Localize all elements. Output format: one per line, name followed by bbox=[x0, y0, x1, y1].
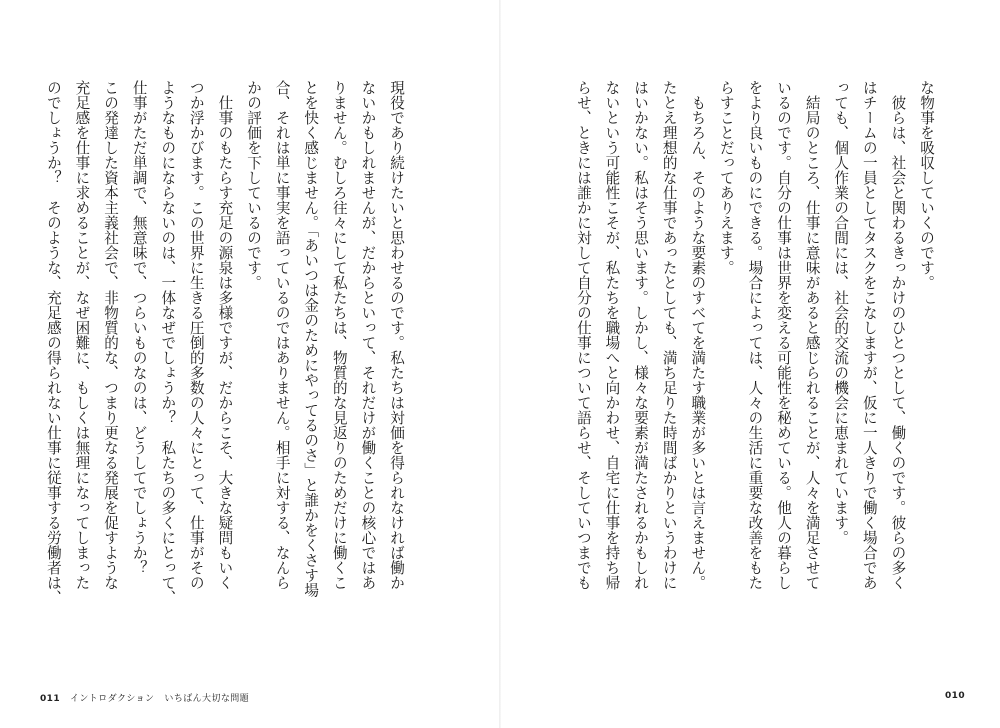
text-line: 結局のところ、仕事に意味があると感じられることが、人々を満足させて bbox=[803, 80, 821, 590]
text-line: ようなものにならないのは、一体なぜでしょうか？ 私たちの多くにとって、 bbox=[159, 80, 177, 605]
running-head-section: イントロダクション bbox=[70, 694, 155, 704]
text-line: 彼らは、社会と関わるきっかけのひとつとして、働くのです。彼らの多く bbox=[889, 80, 907, 590]
running-head-chapter: いちばん大切な問題 bbox=[164, 694, 250, 704]
text-line: はチームの一員としてタスクをこなしますが、仮に一人きりで働く場合であ bbox=[860, 80, 878, 590]
text-line: つか浮かびます。この世界に生きる圧倒的多数の人々にとって、仕事がその bbox=[187, 80, 205, 590]
text-line: らせ、ときには誰かに対して自分の仕事について語らせ、そしていつまでも bbox=[574, 80, 592, 590]
text-line: をより良いものにできる。場合によっては、人々の生活に重要な改善をもた bbox=[746, 80, 764, 590]
left-page-body-text bbox=[44, 80, 410, 605]
page-number: 010 bbox=[945, 691, 965, 701]
page-number: 011 bbox=[40, 694, 60, 704]
text-line: 仕事がただ単調で、無意味で、つらいものなのは、どうしてでしょうか？ bbox=[130, 80, 148, 575]
text-line: らすことだってありえます。 bbox=[717, 80, 735, 275]
text-line: いるのです。自分の仕事は世界を変える可能性を秘めている。他人の暮らし bbox=[775, 80, 793, 590]
text-line: もちろん、そのような要素のすべてを満たす職業が多いとは言えません。 bbox=[689, 80, 707, 590]
text-line: ないかもしれませんが、だからといって、それだけが働くことの核心ではあ bbox=[359, 80, 377, 590]
text-line: はいかない。私はそう思います。しかし、様々な要素が満たされるかもしれ bbox=[632, 80, 650, 590]
text-line: な物事を吸収していくのです。 bbox=[918, 80, 935, 290]
text-line: 現役であり続けたいと思わせるのです。私たちは対価を得られなければ働か bbox=[388, 80, 405, 590]
text-line: とを快く感じません。「あいつは金のためにやってるのさ」と誰かをくさす場 bbox=[302, 80, 320, 598]
right-page-footer bbox=[945, 691, 975, 701]
text-line: っても、個人作業の合間には、社会的交流の機会に恵まれています。 bbox=[832, 80, 850, 545]
text-line: のでしょうか？ そのような、充足感の得られない仕事に従事する労働者は、 bbox=[44, 80, 62, 605]
text-line: たとえ理想的な仕事であったとしても、満ち足りた時間ばかりというわけに bbox=[660, 80, 678, 590]
left-page-footer bbox=[40, 691, 249, 704]
right-page-body-text bbox=[574, 80, 940, 600]
text-line: 仕事のもたらす充足の源泉は多様ですが、だからこそ、大きな疑問もいく bbox=[216, 80, 234, 590]
right-page bbox=[500, 0, 1000, 728]
text-line: ないという可能性こそが、私たちを職場へと向かわせ、自宅に仕事を持ち帰 bbox=[603, 80, 621, 590]
text-line: かの評価を下しているのです。 bbox=[245, 80, 263, 290]
text-line: 充足感を仕事に求めることが、なぜ困難に、もしくは無理になってしまった bbox=[73, 80, 91, 590]
text-line: この発達した資本主義社会で、非物質的な、つまり更なる発展を促すような bbox=[102, 80, 120, 590]
text-line: りません。むしろ往々にして私たちは、物質的な見返りのためだけに働くこ bbox=[330, 80, 348, 590]
text-line: 合、それは単に事実を語っているのではありません。相手に対する、なんら bbox=[273, 80, 291, 590]
